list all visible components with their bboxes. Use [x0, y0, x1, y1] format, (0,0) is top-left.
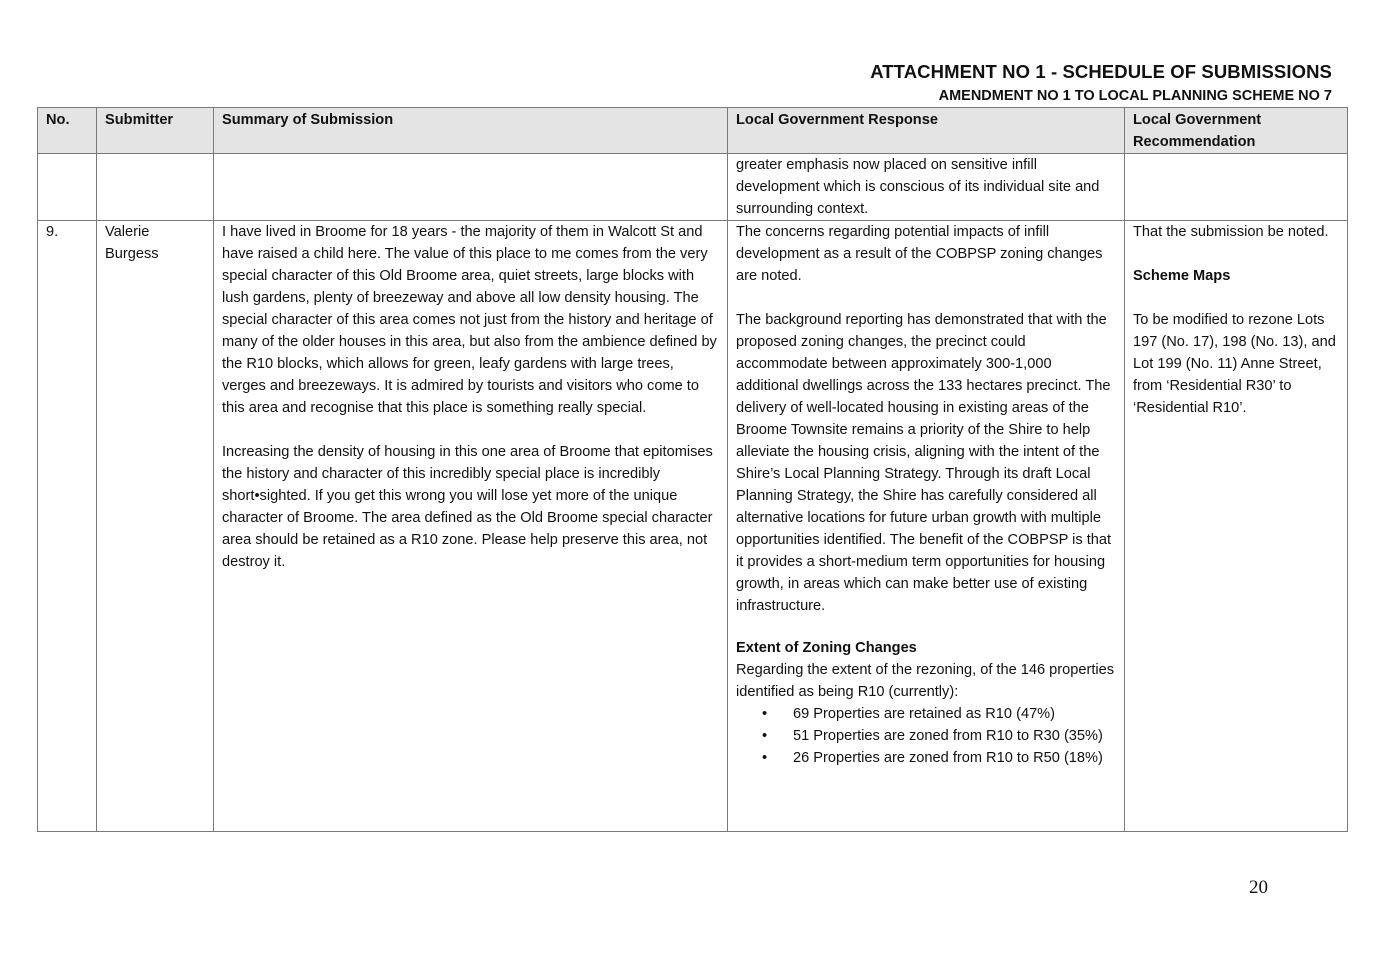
- submission-number: 9.: [38, 221, 97, 832]
- bullet-icon: •: [762, 728, 768, 744]
- submitter-name: Valerie Burgess: [97, 221, 214, 832]
- table-row-submission-9: [38, 221, 1348, 832]
- summary-paragraph: Increasing the density of housing in this one area of Broome that epitomises the history and character of this incredibly special place is incredibly short•sighted. If you get this wrong you will lose yet more of the unique character of Broome. The area defined as the Old Broome special character area should be retained as a R10 zone. Please help preserve this area, not destroy it.: [222, 444, 713, 570]
- cell-response-continued: greater emphasis now placed on sensitive infill development which is conscious of its individual site and surrounding context.: [728, 154, 1125, 221]
- recommendation-detail: To be modified to rezone Lots 197 (No. 17), 198 (No. 13), and Lot 199 (No. 11) Anne Street, from ‘Residential R30’ to ‘Residential R10’.: [1133, 312, 1336, 416]
- list-item-text: 69 Properties are retained as R10 (47%): [793, 706, 1056, 722]
- summary-cell: [214, 221, 728, 832]
- column-header-response: Local Government Response: [728, 108, 1125, 154]
- recommendation-cell: [1125, 221, 1348, 832]
- submissions-table: [37, 107, 1348, 832]
- cell-recommendation-empty: [1125, 154, 1348, 221]
- response-paragraph: The background reporting has demonstrated that with the proposed zoning changes, the precinct could accommodate between approximately 300-1,000 additional dwellings across the 133 hectares precinct. The delivery of well-located housing in existing areas of the Broome Townsite remains a priority of the Shire to help alleviate the housing crisis, aligning with the intent of the Shire’s Local Planning Strategy. Through its draft Local Planning Strategy, the Shire has carefully considered all alternative locations for future urban growth with multiple opportunities identified. The benefit of the COBPSP is that it provides a short-medium term opportunities for housing growth, in areas which can make better use of existing infrastructure.: [736, 312, 1112, 614]
- summary-paragraph: I have lived in Broome for 18 years - the majority of them in Walcott St and have raised a child here. The value of this place to me comes from the very special character of this Old Broome area, quiet streets, large blocks with lush gardens, plenty of breezeway and above all low density housing. The special character of this area comes not just from the history and heritage of many of the older houses in this area, but also from the ambience defined by the R10 blocks, which allows for green, leafy gardens with large trees, verges and breezeways. It is admired by tourists and visitors who come to this area and recognise that this place is something really special.: [222, 224, 717, 416]
- scheme-maps-heading: Scheme Maps: [1133, 268, 1231, 284]
- column-header-number: No.: [38, 108, 97, 154]
- page-subtitle: AMENDMENT NO 1 TO LOCAL PLANNING SCHEME NO 7: [938, 88, 1332, 104]
- list-item: [762, 703, 1116, 725]
- bullet-icon: •: [762, 706, 768, 722]
- extent-of-zoning-heading: Extent of Zoning Changes: [736, 640, 917, 656]
- response-cell: [728, 221, 1125, 832]
- column-header-recommendation: Local Government Recommendation: [1125, 108, 1348, 154]
- response-paragraph: The concerns regarding potential impacts of infill development as a result of the COBPSP zoning changes are noted.: [736, 224, 1103, 284]
- zoning-change-list: [736, 703, 1116, 769]
- column-header-submitter: Submitter: [97, 108, 214, 154]
- cell-submitter-empty: [97, 154, 214, 221]
- table-row-continued: [38, 154, 1348, 221]
- list-item: [762, 725, 1116, 747]
- cell-summary-empty: [214, 154, 728, 221]
- list-item: [762, 747, 1116, 769]
- table-header-row: [38, 108, 1348, 154]
- list-item-text: 51 Properties are zoned from R10 to R30 (35%): [793, 728, 1103, 744]
- page-number: 20: [1249, 877, 1268, 898]
- column-header-summary: Summary of Submission: [214, 108, 728, 154]
- cell-number-empty: [38, 154, 97, 221]
- recommendation-intro: That the submission be noted.: [1133, 224, 1329, 240]
- bullet-icon: •: [762, 750, 768, 766]
- page-title: ATTACHMENT NO 1 - SCHEDULE OF SUBMISSIONS: [870, 61, 1332, 82]
- list-item-text: 26 Properties are zoned from R10 to R50 (18%): [793, 750, 1103, 766]
- extent-intro-text: Regarding the extent of the rezoning, of the 146 properties identified as being R10 (currently):: [736, 662, 1115, 700]
